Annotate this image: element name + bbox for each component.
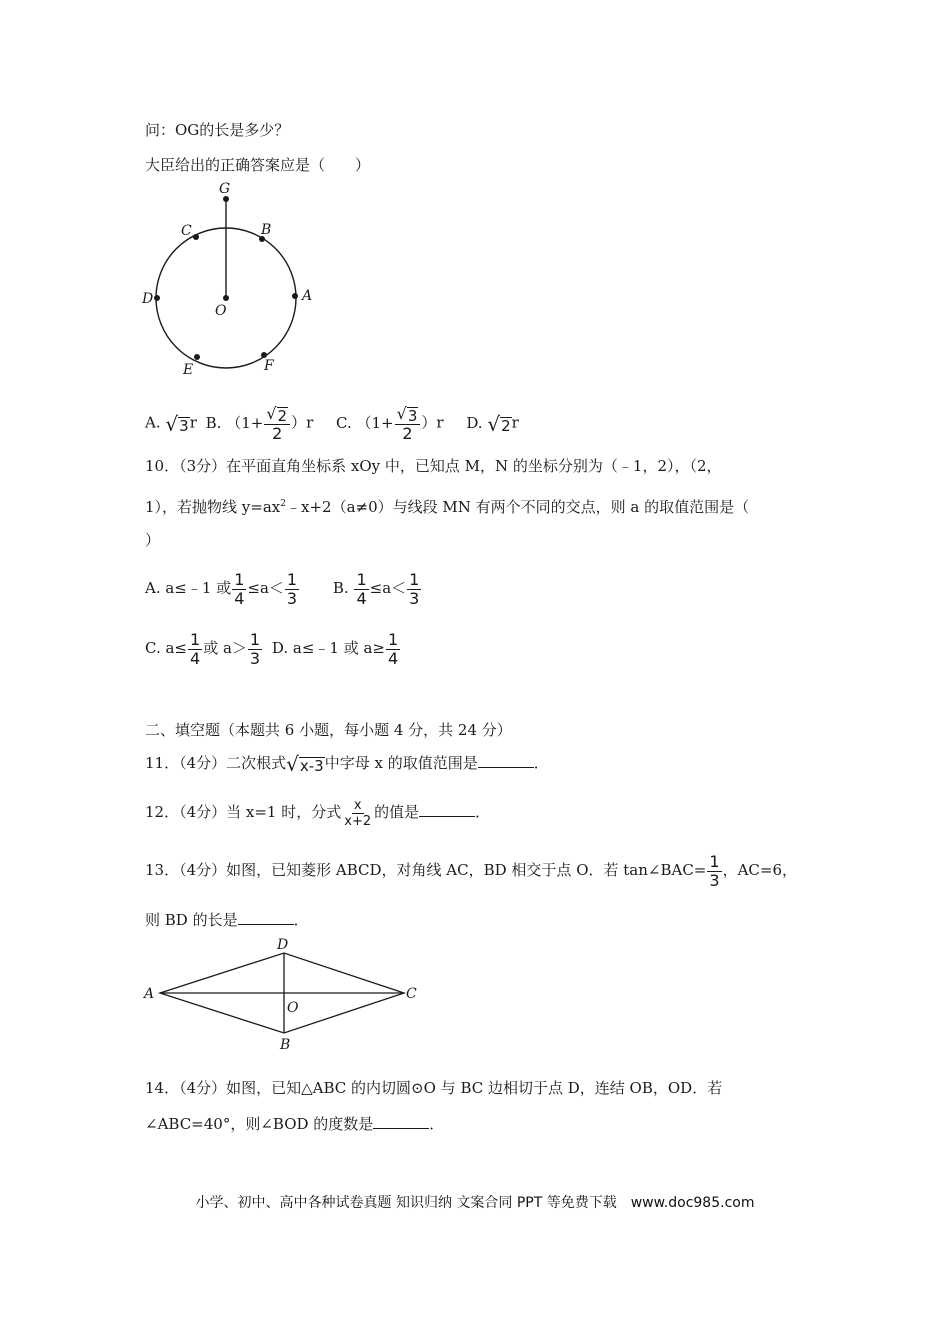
q10-option-c-frac2: $\frac{1}{3}$ bbox=[249, 629, 261, 668]
q10-options-ab: A. a≤﹣1 或 $\frac{1}{4}$ ≤a＜ $\frac{1}{3}$ B. $\frac{1}{4}$ ≤a＜ $\frac{1}{3}$ bbox=[145, 569, 420, 608]
q13-answer-blank[interactable] bbox=[238, 910, 294, 925]
q9-circle-figure bbox=[138, 178, 328, 378]
label-g: G bbox=[219, 181, 231, 197]
q10-option-d-frac: $\frac{1}{4}$ bbox=[388, 629, 399, 668]
q13-line2: 则 BD 的长是 ． bbox=[145, 911, 309, 929]
point-a bbox=[292, 293, 298, 299]
point-o bbox=[223, 295, 229, 301]
option-b-frac: √ 2 2 bbox=[264, 404, 290, 443]
q10-line2: 1），若抛物线 $y=ax^2﹣x+2(a\ne 0)$与线段 MN 有两个不同的交点，则 a 的取值范围是（ bbox=[145, 498, 750, 516]
q10-line1: 10．（3分）在平面直角坐标系 xOy 中，已知点 M，N 的坐标分别为（﹣1，2），（2， bbox=[145, 457, 722, 475]
option-c-label: C. （1+ bbox=[336, 413, 394, 432]
point-e bbox=[194, 354, 200, 360]
q10-option-b-frac1: $\frac{1}{4}$ bbox=[356, 569, 367, 608]
q9-options bbox=[145, 404, 519, 443]
label-c: C bbox=[181, 223, 192, 239]
q10-option-a-text: A. a≤﹣1 或 bbox=[145, 579, 232, 597]
point-d bbox=[154, 295, 160, 301]
q13-frac: $\frac{1}{3}$ bbox=[709, 851, 720, 890]
q11-answer-blank[interactable] bbox=[478, 753, 534, 768]
q9-prompt: 大臣给出的正确答案应是（ ） bbox=[145, 156, 371, 174]
q10-option-c-frac1: $\frac{1}{4}$ bbox=[190, 629, 201, 668]
option-c-frac: √ 3 2 bbox=[395, 404, 421, 443]
q14-line1: 14．（4分）如图，已知△ABC 的内切圆⊙O 与 BC 边相切于点 D，连结 OB，OD．若 bbox=[145, 1079, 723, 1097]
q12-frac: $\frac{x}{x+2}$ bbox=[344, 797, 372, 829]
q12-answer-blank[interactable] bbox=[419, 802, 475, 817]
label-c: C bbox=[406, 986, 417, 1002]
q13-line1: 13．（4分）如图，已知菱形 ABCD，对角线 AC，BD 相交于点 O．若 tan∠BAC= $\frac{1}{3}$ ，AC=6， bbox=[145, 851, 797, 890]
label-e: E bbox=[183, 362, 194, 378]
label-b: B bbox=[280, 1037, 291, 1053]
q10-option-a-frac1: $\frac{1}{4}$ bbox=[234, 569, 245, 608]
option-d-suffix: r bbox=[511, 413, 519, 432]
label-a: A bbox=[302, 288, 313, 304]
label-b: B bbox=[261, 222, 272, 238]
option-d-label: D. bbox=[466, 413, 483, 432]
q11-sqrt: √ x-3 bbox=[286, 752, 324, 776]
q13-rhombus-figure bbox=[140, 935, 430, 1055]
point-c bbox=[193, 234, 199, 240]
option-b-suffix: ）r bbox=[291, 413, 314, 432]
q11: 11．（4分）二次根式 √ x-3 中字母 x 的取值范围是 ． bbox=[145, 752, 549, 776]
q10-line3: ） bbox=[145, 531, 161, 549]
page-footer: 小学、初中、高中各种试卷真题 知识归纳 文案合同 PPT 等免费下载 www.doc985.com bbox=[195, 1195, 755, 1211]
option-b-label: B. （1+ bbox=[205, 413, 264, 432]
label-o: O bbox=[287, 1000, 299, 1016]
section-2-heading: 二、填空题（本题共 6 小题，每小题 4 分，共 24 分） bbox=[145, 721, 512, 739]
option-a-suffix: r bbox=[189, 413, 197, 432]
option-a-label: A. bbox=[145, 413, 161, 432]
q10-option-d-text: D. a≤﹣1 或 a≥ bbox=[271, 639, 386, 657]
label-d: D bbox=[277, 937, 289, 953]
option-c-suffix: ）r bbox=[421, 413, 444, 432]
label-d: D bbox=[142, 291, 154, 307]
q12: 12．（4分）当 x=1 时，分式 $\frac{x}{x+2}$ 的值是 ． bbox=[145, 797, 491, 829]
q10-option-c-text: C. a≤ bbox=[145, 639, 187, 657]
q10-option-b-frac2: $\frac{1}{3}$ bbox=[409, 569, 420, 608]
q14-answer-blank[interactable] bbox=[373, 1114, 429, 1129]
q14-line2: ∠ABC=40°，则∠BOD 的度数是 ． bbox=[145, 1115, 445, 1133]
q10-option-b-text: B. bbox=[332, 579, 349, 597]
q10-options-cd: C. a≤ $\frac{1}{4}$ 或 a＞ $\frac{1}{3}$ D. a≤﹣1 或 a≥ $\frac{1}{4}$ bbox=[145, 629, 399, 668]
q9-question: 问：OG的长是多少？ bbox=[145, 121, 290, 139]
option-a-sqrt: √ 3 bbox=[165, 411, 189, 436]
label-a: A bbox=[144, 986, 155, 1002]
label-o: O bbox=[215, 303, 227, 319]
q10-option-a-frac2: $\frac{1}{3}$ bbox=[286, 569, 298, 608]
label-f: F bbox=[264, 358, 274, 374]
option-d-sqrt: √ 2 bbox=[487, 411, 511, 436]
